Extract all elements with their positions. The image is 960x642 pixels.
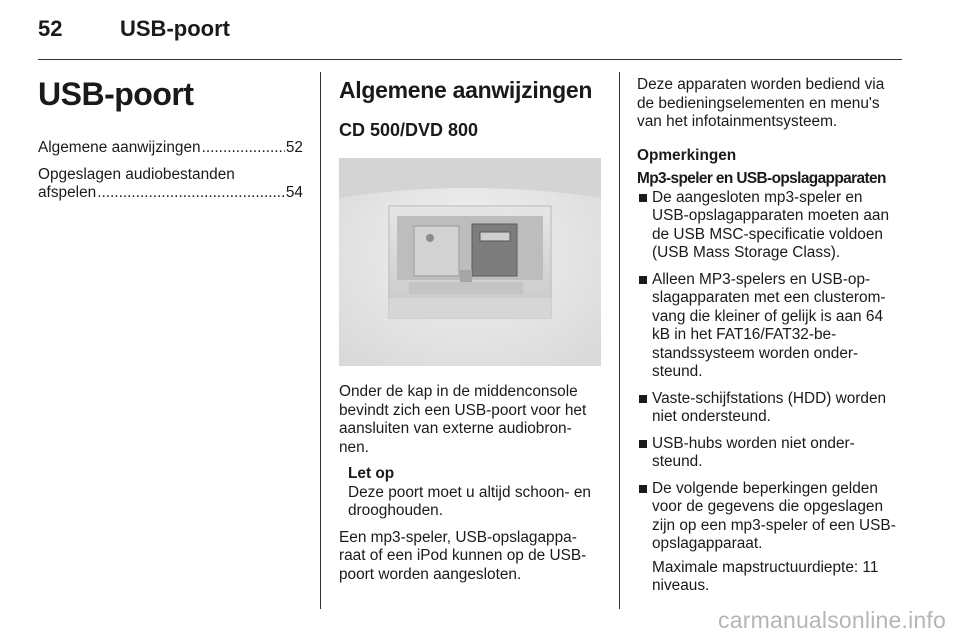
limit-paragraph: Maximale mapstructuurdiepte: 11 niveaus.	[652, 558, 879, 594]
bullet-square-icon	[639, 395, 647, 403]
header-rule	[38, 59, 902, 60]
table-of-contents	[38, 139, 303, 203]
list-item	[637, 271, 901, 382]
section-heading: Algemene aanwijzingen	[339, 77, 593, 103]
list-item	[637, 480, 901, 554]
list-item	[637, 390, 901, 427]
intro-paragraph: Onder de kap in de middenconsole bevindt zich een USB-poort voor het aansluiten van externe audiobron- nen.	[339, 383, 587, 456]
usb-port-photo	[339, 158, 601, 366]
column-middle	[339, 76, 601, 584]
bullet-square-icon	[639, 485, 647, 493]
running-header-title: USB-poort	[120, 16, 230, 41]
page-number: 52	[38, 16, 63, 41]
toc-entry-label: Algemene aanwijzingen	[38, 139, 201, 156]
column-right	[637, 76, 901, 596]
bullet-square-icon	[639, 276, 647, 284]
devices-paragraph: Een mp3-speler, USB-opslagappa- raat of een iPod kunnen op de USB- poort worden aangesloten.	[339, 528, 587, 583]
bullet-square-icon	[639, 194, 647, 202]
chapter-heading: USB-poort	[38, 76, 194, 112]
column-divider-right	[619, 72, 620, 609]
toc-entry-page: 54	[285, 184, 303, 201]
list-item	[637, 189, 901, 263]
list-item-text: USB-hubs worden niet onder- steund.	[652, 434, 855, 470]
toc-entry-afspelen[interactable]	[38, 166, 303, 203]
model-subheading: CD 500/DVD 800	[339, 120, 479, 140]
operation-paragraph: Deze apparaten worden bediend via de bedieningselementen en menu's van het infotainmentsysteem.	[637, 76, 885, 130]
caution-note	[339, 465, 601, 521]
toc-entry-page: 52	[285, 139, 303, 156]
toc-entry-algemene[interactable]	[38, 139, 303, 158]
remarks-list	[637, 189, 901, 554]
column-divider-left	[320, 72, 321, 609]
list-item-text: De volgende beperkingen gelden voor de gegevens die opgeslagen zijn op een mp3-speler of een USB- opslagapparaat.	[652, 479, 896, 552]
toc-entry-label-line2: afspelen	[38, 184, 97, 201]
list-item-text: Vaste-schijfstations (HDD) worden niet ondersteund.	[652, 389, 887, 425]
remarks-heading: Opmerkingen	[637, 146, 737, 164]
caution-note-title: Let op	[348, 465, 395, 482]
remarks-subheading: Mp3-speler en USB-opslagapparaten	[637, 170, 886, 187]
list-item-text: De aangesloten mp3-speler en USB-opslagapparaten moeten aan de USB MSC-specificatie voldoen (USB Mass Storage Class).	[652, 188, 890, 261]
column-left	[38, 76, 303, 203]
toc-leader-dots	[202, 139, 285, 158]
caution-note-text: Deze poort moet u altijd schoon- en drooghouden.	[348, 483, 591, 519]
watermark-text: carmanualsonline.info	[718, 607, 946, 633]
bullet-square-icon	[639, 440, 647, 448]
toc-entry-label-line1: Opgeslagen audiobestanden	[38, 165, 235, 183]
list-item-text: Alleen MP3-spelers en USB-op- slagapparaten met een clusterom- vang die kleiner of gelijk is aan 64 kB in het FAT16/FAT32-be- standssysteem worden onder- steund.	[652, 270, 886, 380]
list-item	[637, 435, 901, 472]
toc-leader-dots	[97, 184, 285, 203]
